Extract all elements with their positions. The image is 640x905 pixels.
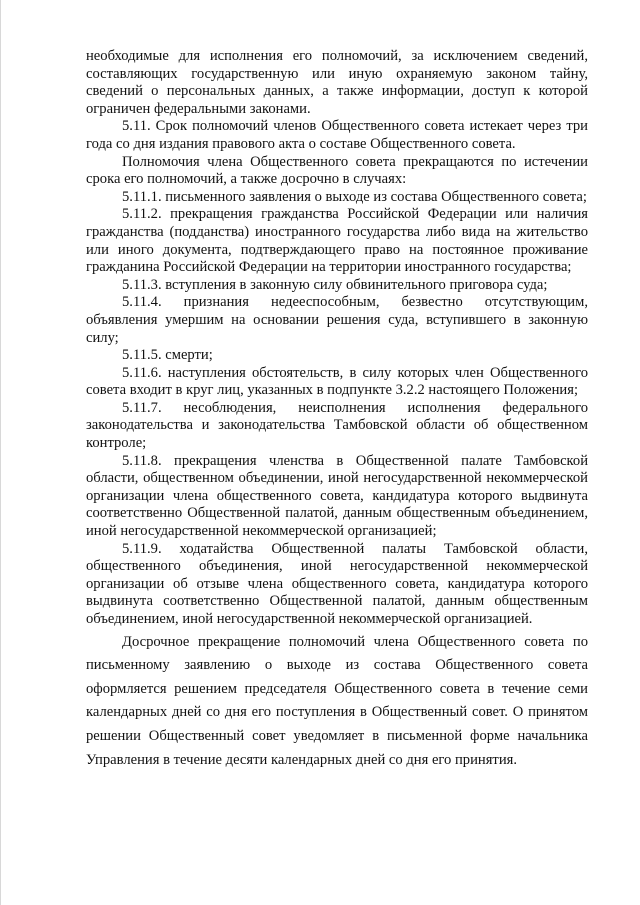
clause-5-11-2: 5.11.2. прекращения гражданства Российской Федерации или наличия гражданства (подданства) иностранного государства либо вида на жительство или иного документа, подтверждающего право на постоянное проживание гражданина Российской Федерации на территории иностранного государства; xyxy=(86,206,588,276)
clause-5-11-6: 5.11.6. наступления обстоятельств, в силу которых член Общественного совета входит в круг лиц, указанных в подпункте 3.2.2 настоящего Положения; xyxy=(86,364,588,399)
clause-5-11-1: 5.11.1. письменного заявления о выходе из состава Общественного совета; xyxy=(122,188,587,205)
clause-5-11-3: 5.11.3. вступления в законную силу обвинительного приговора суда; xyxy=(122,276,548,293)
clause-5-11-9: 5.11.9. ходатайства Общественной палаты Тамбовской области, общественного объединения, иной негосударственной некоммерческой организации об отзыве члена общественного совета, кандидатура которого выдвинута соответственно Общественной палатой, данным общественным объединением, иной негосударственной некоммерческой организацией. xyxy=(86,540,588,627)
clause-5-11-5: 5.11.5. смерти; xyxy=(122,347,213,364)
clause-5-11-4: 5.11.4. признания недееспособным, безвестно отсутствующим, объявления умершим на основании решения суда, вступившего в законную силу; xyxy=(86,294,588,346)
paragraph-early-termination: Досрочное прекращение полномочий члена Общественного совета по письменному заявлению о выходе из состава Общественного совета оформляется решением председателя Общественного совета в течение семи календарных дней со дня его поступления в Общественный совет. О принятом решении Общественный совет уведомляет в письменной форме начальника Управления в течение десяти календарных дней со дня его принятия. xyxy=(86,633,588,768)
scan-edge xyxy=(0,0,1,905)
clause-5-11: 5.11. Срок полномочий членов Общественного совета истекает через три года со дня издания правового акта о составе Общественного совета. xyxy=(86,118,588,152)
paragraph-continuation: необходимые для исполнения его полномочий, за исключением сведений, составляющих государственную или иную охраняемую законом тайну, сведений о персональных данных, а также информации, доступ к которой ограничен федеральными законами. xyxy=(86,48,588,117)
clause-5-11-8: 5.11.8. прекращения членства в Общественной палате Тамбовской области, общественном объединении, иной негосударственной некоммерческой организации члена общественного совета, кандидатура которого выдвинута соответственно Общественной палатой, данным общественным объединением, иной негосударственной некоммерческой организацией; xyxy=(86,452,588,540)
document-page xyxy=(86,48,588,772)
clause-5-11-7: 5.11.7. несоблюдения, неисполнения исполнения федерального законодательства и законодательства Тамбовской области об общественном контроле; xyxy=(86,399,588,452)
paragraph-termination-intro: Полномочия члена Общественного совета прекращаются по истечении срока его полномочий, а также досрочно в случаях: xyxy=(86,153,588,188)
